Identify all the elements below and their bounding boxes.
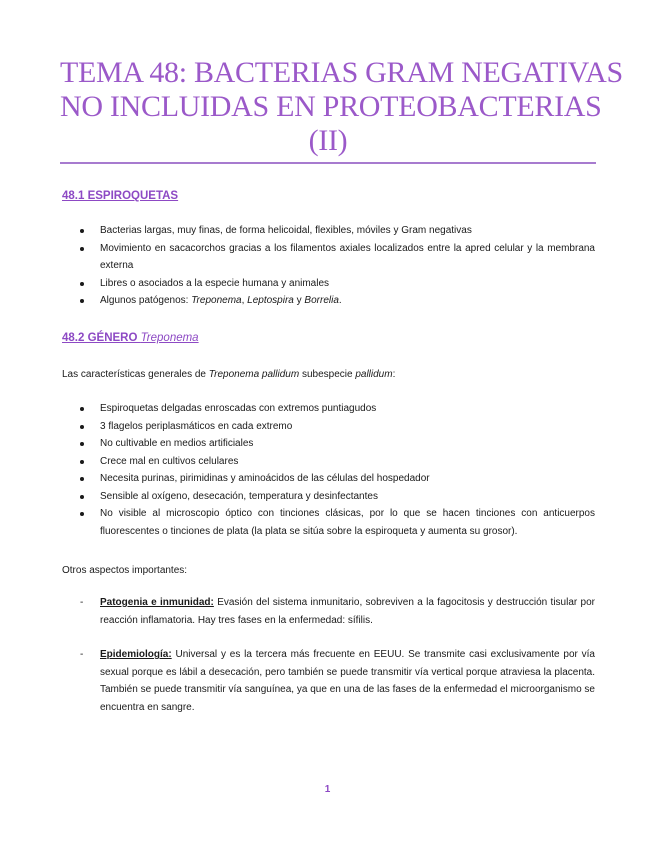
document-title (60, 56, 623, 158)
bullet-icon (80, 299, 84, 303)
bullet-icon (80, 512, 84, 516)
list-item: Sensible al oxígeno, desecación, temperatura y desinfectantes (62, 488, 595, 506)
list-item: 3 flagelos periplasmáticos en cada extremo (62, 418, 595, 436)
bullet-icon (80, 442, 84, 446)
aspects-list-continued (62, 646, 595, 716)
list-item: Bacterias largas, muy finas, de forma helicoidal, flexibles, móviles y Gram negativas (62, 222, 595, 240)
list-item: No visible al microscopio óptico con tinciones clásicas, por lo que se hacen tinciones con anticuerpos fluorescentes o tinciones de plata (la plata se sitúa sobre la espiroqueta y aumenta su grosor). (62, 505, 595, 540)
espiroquetas-bullet-list (62, 222, 595, 310)
bullet-icon (80, 495, 84, 499)
list-item-epidemiology: - Epidemiología: Universal y es la tercera más frecuente en EEUU. Se transmite casi exclusivamente por vía sexual porque es lábil a desecación, pero también se puede transmitir vía vertical porque atraviesa la placenta. También se puede transmitir vía sanguínea, ya que en una de las fases de la enfermedad el microorganismo se encuentra en sangre. (62, 646, 595, 716)
list-item-pathogens: Algunos patógenos: Treponema, Leptospira y Borrelia. (62, 292, 595, 310)
title-line-1: TEMA 48: BACTERIAS GRAM NEGATIVAS (60, 56, 623, 89)
section-heading-espiroquetas: 48.1 ESPIROQUETAS (62, 190, 179, 202)
other-aspects-heading: Otros aspectos importantes: (62, 565, 188, 576)
list-item: Movimiento en sacacorchos gracias a los filamentos axiales localizados entre la apred celular y la membrana externa (62, 240, 595, 275)
list-item: No cultivable en medios artificiales (62, 435, 595, 453)
title-divider (60, 162, 596, 164)
list-item: Espiroquetas delgadas enroscadas con extremos puntiagudos (62, 400, 595, 418)
treponema-intro: Las características generales de Treponema pallidum subespecie pallidum: (62, 369, 396, 380)
bullet-icon (80, 477, 84, 481)
bullet-icon (80, 407, 84, 411)
bullet-icon (80, 460, 84, 464)
aspects-list (62, 594, 595, 629)
bullet-icon (80, 282, 84, 286)
page-number: 1 (324, 784, 331, 795)
dash-icon: - (80, 649, 84, 660)
dash-icon: - (80, 597, 84, 608)
bullet-icon (80, 425, 84, 429)
bullet-icon (80, 247, 84, 251)
treponema-bullet-list (62, 400, 595, 540)
list-item: Necesita purinas, pirimidinas y aminoácidos de las células del hospedador (62, 470, 595, 488)
list-item-pathogenesis: - Patogenia e inmunidad: Evasión del sistema inmunitario, sobreviven a la fagocitosis y destrucción tisular por reacción inflamatoria. Hay tres fases en la enfermedad: sífilis. (62, 594, 595, 629)
title-line-2: NO INCLUIDAS EN PROTEOBACTERIAS (60, 90, 602, 123)
list-item: Crece mal en cultivos celulares (62, 453, 595, 471)
list-item: Libres o asociados a la especie humana y animales (62, 275, 595, 293)
title-line-3: (II) (308, 124, 348, 157)
section-heading-treponema: 48.2 GÉNERO Treponema (62, 332, 199, 344)
bullet-icon (80, 229, 84, 233)
